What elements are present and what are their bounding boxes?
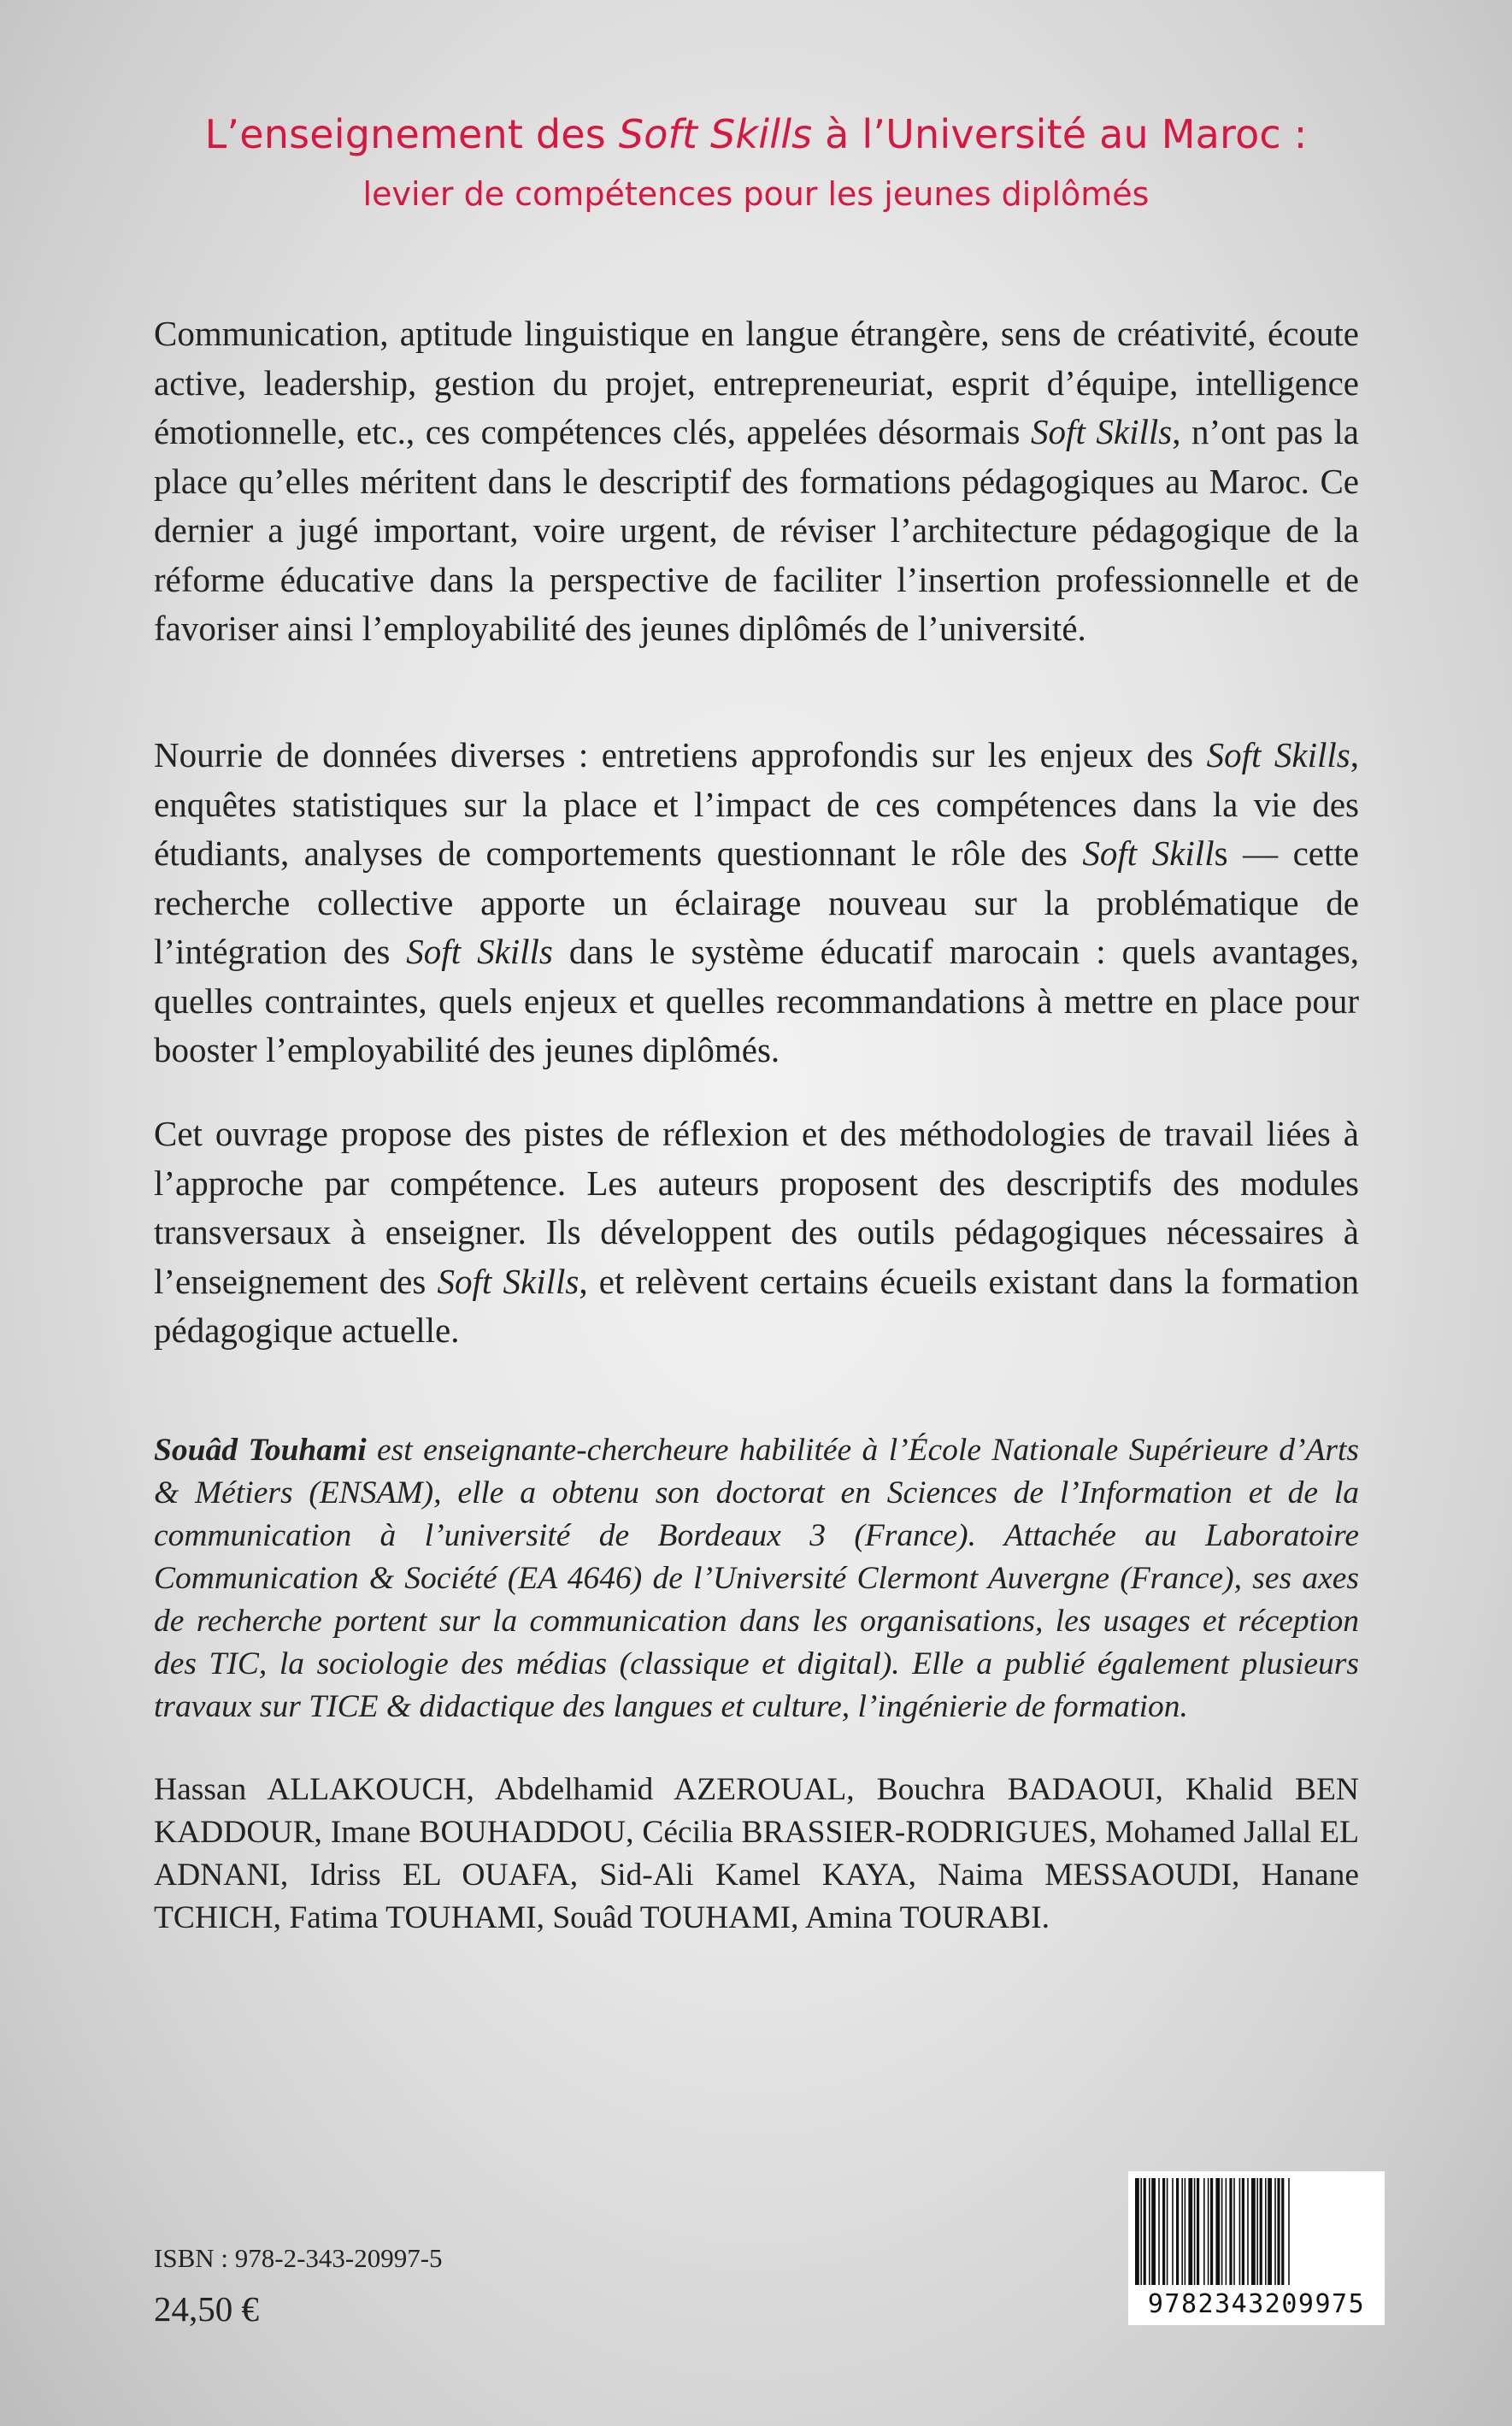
barcode-bar xyxy=(1215,2178,1220,2285)
title-part1: L’enseignement des xyxy=(204,111,619,157)
p2-text-c: s — cette recherche collective apporte un éclairage nouveau sur la problématique de l’intégration des xyxy=(154,833,1359,971)
barcode-bar xyxy=(1226,2178,1227,2285)
p1-text-a: Communication, aptitude linguistique en langue étrangère, sens de créativité, écoute active, leadership, gestion du projet, entrepreneuriat, esprit d’équipe, intelligence émotionnelle, etc., ces compétences clés, appelées désormais xyxy=(154,314,1359,451)
barcode-bar xyxy=(1140,2178,1142,2285)
barcode-bar xyxy=(1197,2178,1199,2285)
barcode-bar xyxy=(1158,2178,1160,2285)
barcode-bar xyxy=(1151,2178,1156,2285)
contributors-list: Hassan ALLAKOUCH, Abdelhamid AZEROUAL, Bouchra BADAOUI, Khalid BEN KADDOUR, Imane BOUHADDOU, Cécilia BRASSIER-RODRIGUES, Mohamed Jallal EL ADNANI, Idriss EL OUAFA, Sid-Ali Kamel KAYA, Naima MESSAOUDI, Hanane TCHICH, Fatima TOUHAMI, Souâd TOUHAMI, Amina TOURABI. xyxy=(154,1772,1359,1935)
barcode-bar xyxy=(1239,2178,1241,2285)
paragraph-2 xyxy=(154,731,1359,1075)
p1-text-b: , n’ont pas la place qu’elles méritent dans le descriptif des formations pédagogiques au Maroc. Ce dernier a jugé important, voire urgent, de réviser l’architecture pédagogique de la réforme éducative dans la perspective de faciliter l’insertion professionnelle et de favoriser ainsi l’employabilité des jeunes diplômés de l’université. xyxy=(154,412,1359,648)
price: 24,50 € xyxy=(154,2289,259,2329)
p3-italic: Soft Skills xyxy=(437,1261,580,1301)
barcode-bar xyxy=(1167,2178,1168,2285)
barcode-bar xyxy=(1265,2178,1267,2285)
title-subtitle: levier de compétences pour les jeunes diplômés xyxy=(362,175,1150,213)
barcode-digits: 9782343209975 xyxy=(1147,2289,1366,2319)
barcode-bar xyxy=(1188,2178,1192,2285)
p2-text-b: , enquêtes statistiques sur la place et l’impact de ces compétences dans la vie des étudiants, analyses de comportements questionnant le rôle des xyxy=(154,735,1360,873)
barcode-bar xyxy=(1176,2178,1179,2285)
barcode-bar xyxy=(1172,2178,1174,2285)
barcode-bar xyxy=(1268,2178,1272,2285)
barcode-bars xyxy=(1135,2178,1378,2289)
paragraph-3 xyxy=(154,1110,1359,1356)
barcode-bar xyxy=(1274,2178,1276,2285)
barcode-bar xyxy=(1149,2178,1150,2285)
barcode-bar xyxy=(1233,2178,1235,2285)
barcode-bar xyxy=(1229,2178,1232,2285)
barcode-bar xyxy=(1185,2178,1186,2285)
barcode-bar xyxy=(1144,2178,1146,2285)
bio-text: est enseignante-chercheure habilitée à l’École Nationale Supérieure d’Arts & Métiers (ENSAM), elle a obtenu son doctorat en Sciences de l’Information et de la communication à l’université de Bordeaux 3 (France). Attachée au Laboratoire Communication & Société (EA 4646) de l’Université Clermont Auvergne (France), ses axes de recherche portent sur la communication dans les organisations, les usages et réception des TIC, la sociologie des médias (classique et digital). Elle a publié également plusieurs travaux sur TICE & didactique des langues et culture, l’ingénierie de formation. xyxy=(154,1433,1359,1724)
author-name: Souâd Touhami xyxy=(154,1433,367,1468)
p2-italic-2: Soft Skill xyxy=(1082,833,1215,873)
barcode-bar xyxy=(1277,2178,1280,2285)
author-bio xyxy=(154,1429,1359,1728)
barcode-bar xyxy=(1256,2178,1258,2285)
p3-text-b: , et relèvent certains écueils existant dans la formation pédagogique actuelle. xyxy=(154,1261,1360,1350)
barcode-bar xyxy=(1242,2178,1244,2285)
barcode-bar xyxy=(1208,2178,1209,2285)
p2-text-d: dans le système éducatif marocain : quels avantages, quelles contraintes, quels enjeux et quelles recommandations à mettre en place pour booster l’employabilité des jeunes diplômés. xyxy=(154,932,1360,1069)
barcode-bar xyxy=(1281,2178,1284,2285)
barcode-bar xyxy=(1221,2178,1223,2285)
barcode-bar xyxy=(1194,2178,1196,2285)
barcode-bar xyxy=(1162,2178,1165,2285)
barcode-bar xyxy=(1288,2178,1290,2285)
p3-text-a: Cet ouvrage propose des pistes de réflexion et des méthodologies de travail liées à l’approche par compétence. Les auteurs proposent des descriptifs des modules transversaux à enseigner. Ils développent des outils pédagogiques nécessaires à l’enseignement des xyxy=(154,1114,1359,1301)
title-main xyxy=(0,107,1512,162)
p2-text-a: Nourrie de données diverses : entretiens approfondis sur les enjeux des xyxy=(154,735,1207,774)
title-part2: à l’Université au Maroc : xyxy=(812,111,1308,157)
p2-italic-3: Soft Skills xyxy=(406,932,553,971)
p1-italic: Soft Skills xyxy=(1031,412,1173,451)
barcode-bar xyxy=(1181,2178,1183,2285)
paragraph-1 xyxy=(154,309,1359,654)
barcode-bar xyxy=(1247,2178,1249,2285)
isbn: ISBN : 978-2-343-20997-5 xyxy=(154,2243,443,2273)
barcode-bar xyxy=(1135,2178,1139,2285)
p2-italic-1: Soft Skills xyxy=(1206,735,1350,774)
barcode-bar xyxy=(1260,2178,1262,2285)
title-italic: Soft Skills xyxy=(618,111,813,157)
barcode-bar xyxy=(1210,2178,1213,2285)
barcode-bar xyxy=(1203,2178,1205,2285)
book-title xyxy=(0,107,1512,221)
barcode-bar xyxy=(1251,2178,1256,2285)
barcode xyxy=(1128,2171,1385,2325)
